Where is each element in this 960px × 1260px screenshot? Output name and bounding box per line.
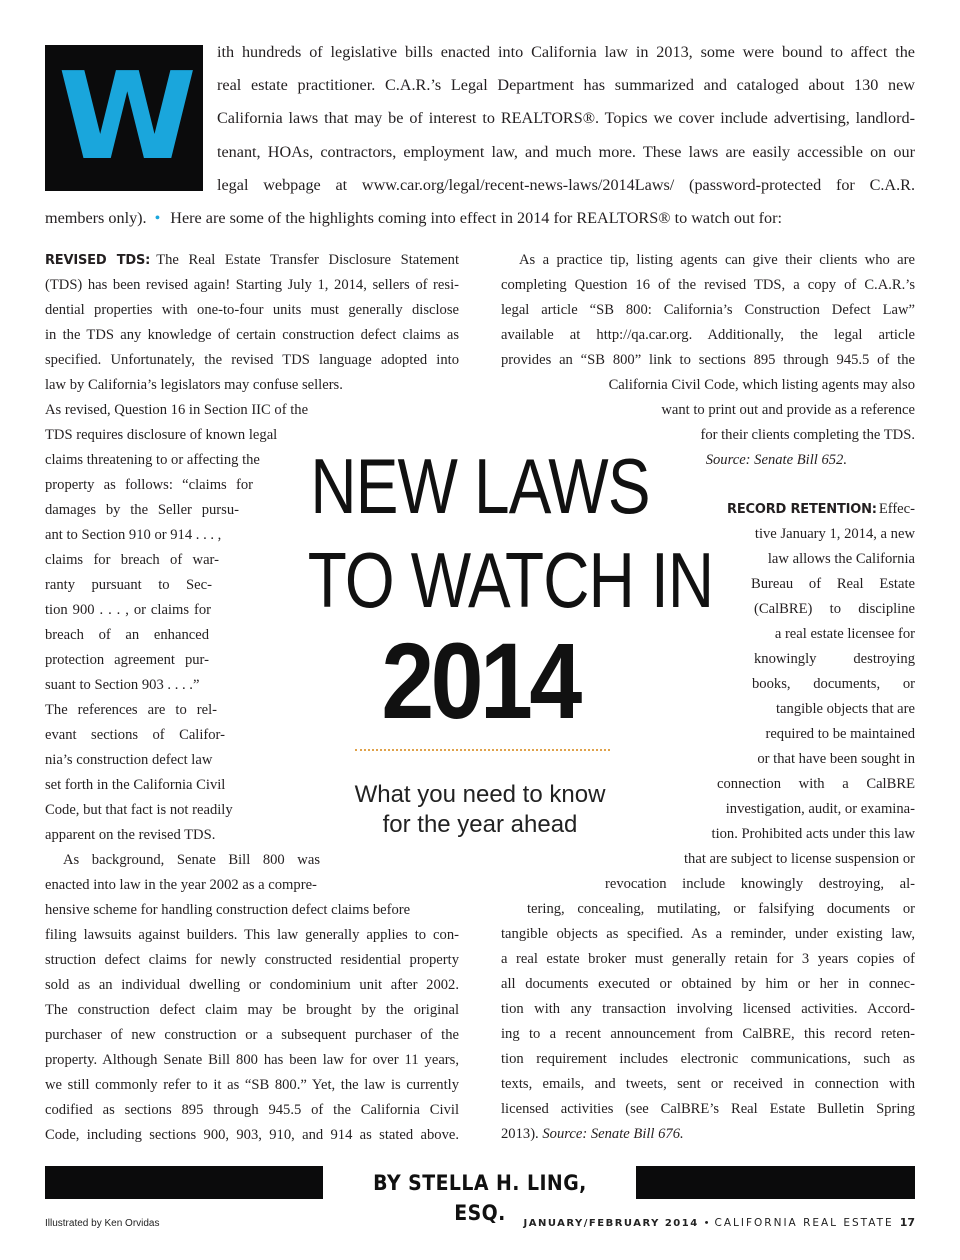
issue-date: JANUARY/FEBRUARY 2014: [523, 1218, 699, 1229]
headline-line-1: NEW LAWS: [310, 442, 650, 530]
text-line: tering, concealing, mutilating, or falsifying documents or: [527, 901, 915, 917]
text-line: As background, Senate Bill 800 was: [63, 852, 320, 868]
byline-bar-right: [636, 1166, 915, 1199]
text-line: ing to a recent announcement from CalBRE, this record reten-: [501, 1026, 915, 1042]
subheadline-line-2: for the year ahead: [382, 811, 578, 838]
text-line: all documents executed or obtained by him or her in connec-: [501, 976, 915, 992]
intro-line: real estate practitioner. C.A.R.’s Legal Department has summarized and cataloged about 130 new: [217, 76, 915, 94]
text-line: breach of an enhanced: [45, 627, 209, 643]
text-line: tangible objects that are: [776, 701, 915, 717]
right-column-top: [501, 248, 915, 473]
text-line: evant sections of Califor-: [45, 727, 225, 743]
intro-last-line-start: members only).: [45, 209, 147, 227]
text-line: Bureau of Real Estate: [751, 576, 915, 592]
text-line: ant to Section 910 or 914 . . . ,: [45, 527, 222, 543]
text-line: tion with any transaction involving licensed activities. Accord-: [501, 1001, 915, 1017]
byline-bar-left: [45, 1166, 323, 1199]
text-line: protection agreement pur-: [45, 652, 209, 668]
text-line: ranty pursuant to Sec-: [45, 577, 212, 593]
intro-line: ith hundreds of legislative bills enacted into California law in 2013, some were bound to affect the: [217, 43, 915, 61]
source-citation: Source: Senate Bill 652.: [705, 452, 847, 468]
text-line: investigation, audit, or examina-: [725, 801, 915, 817]
text-line: filing lawsuits against builders. This law generally applies to con-: [45, 927, 459, 943]
text-line: codified as sections 895 through 945.5 of the California Civil: [45, 1102, 459, 1118]
subheadline-line-1: What you need to know: [354, 781, 606, 808]
illustrator-credit: Illustrated by Ken Orvidas: [45, 1218, 160, 1229]
text-line: tion requirement includes electronic communications, such as: [501, 1051, 915, 1067]
text-line: tangible objects as specified. As a reminder, under existing law,: [501, 926, 915, 942]
text-line: Code, including sections 900, 903, 910, and 914 as stated above.: [45, 1127, 459, 1143]
text-line: enacted into law in the year 2002 as a compre-: [45, 877, 317, 893]
text-line: revocation include knowingly destroying, al-: [605, 876, 915, 892]
text-line: The construction defect claim may be brought by the original: [45, 1002, 459, 1018]
text-line: claims threatening to or affecting the: [45, 452, 260, 468]
text-line: The references are to rel-: [45, 702, 217, 718]
text-line: a real estate broker must generally retain for 3 years copies of: [501, 951, 915, 967]
intro-line: California laws that may be of interest to REALTORS®. Topics we cover include advertising, landlord-: [217, 109, 915, 127]
text-line: struction defect claims for newly constructed residential property: [45, 952, 459, 968]
text-line: property. Although Senate Bill 800 has been law for over 11 years,: [45, 1052, 459, 1068]
text-line: law allows the California: [767, 551, 915, 567]
text-line: suant to Section 903 . . . .”: [45, 677, 200, 693]
text-line: 2013). Source: Senate Bill 676.: [501, 1126, 684, 1142]
text-line: damages by the Seller pursu-: [45, 502, 239, 518]
intro-line: legal webpage at www.car.org/legal/recent-news-laws/2014Laws/ (password-protected for C.A.R.: [217, 176, 915, 194]
text-line: apparent on the revised TDS.: [45, 827, 216, 843]
text-line: knowingly destroying: [754, 651, 915, 667]
byline: BY STELLA H. LING, ESQ.: [373, 1171, 587, 1225]
page-number: 17: [899, 1216, 915, 1229]
footer-dot: •: [704, 1217, 709, 1229]
dotted-divider: [355, 749, 610, 751]
text-line: REVISED TDS: The Real Estate Transfer Disclosure Statement: [45, 252, 459, 268]
text-line: licensed activities (see CalBRE’s Real Estate Bulletin Spring: [501, 1101, 915, 1117]
text-line: we still commonly refer to it as “SB 800.” Yet, the law is currently: [45, 1077, 459, 1093]
text-line: Code, but that fact is not readily: [45, 802, 233, 818]
text-line: tion 900 . . . , or claims for: [45, 602, 211, 618]
text-line: nia’s construction defect law: [45, 752, 213, 768]
section-lead-record-retention: RECORD RETENTION:: [727, 502, 877, 517]
text-line: TDS requires disclosure of known legal: [45, 427, 278, 443]
text-line: available at http://qa.car.org. Additionally, the legal article: [501, 327, 915, 343]
text-line: dential properties with one-to-four units must generally disclose: [45, 302, 459, 318]
text-line: that are subject to license suspension or: [683, 851, 915, 867]
text-line: property as follows: “claims for: [45, 477, 253, 493]
text-line: sold as an individual dwelling or condominium unit after 2002.: [45, 977, 459, 993]
drop-cap-letter: W: [57, 48, 191, 187]
text-line: specified. Unfortunately, the revised TDS language adopted into: [45, 352, 459, 368]
text-line: RECORD RETENTION: Effec-: [727, 501, 915, 517]
text-line: texts, emails, and tweets, sent or received in connection with: [501, 1076, 915, 1092]
intro-last-line: [45, 207, 915, 229]
headline-line-2: TO WATCH IN: [307, 536, 714, 624]
headline-year: 2014: [381, 620, 579, 741]
text-line: provides an “SB 800” link to sections 895 through 945.5 of the: [501, 352, 915, 368]
text-line: connection with a CalBRE: [717, 776, 915, 792]
text-line: or that have been sought in: [757, 751, 915, 767]
text-line: tion. Prohibited acts under this law: [711, 826, 915, 842]
page-footer: [524, 1216, 916, 1229]
drop-cap-box: [45, 45, 203, 191]
text-line: books, documents, or: [752, 676, 915, 692]
text-line: purchaser of new construction or a subsequent purchaser of the: [45, 1027, 459, 1043]
text-line: a real estate licensee for: [774, 626, 915, 642]
bullet-icon: •: [154, 209, 161, 227]
text-line: required to be maintained: [765, 726, 915, 742]
section-lead-revised-tds: REVISED TDS:: [45, 253, 151, 268]
text-line: set forth in the California Civil: [45, 777, 226, 793]
text-line: law by California’s legislators may confuse sellers.: [45, 377, 343, 393]
text-line: (TDS) has been revised again! Starting July 1, 2014, sellers of resi-: [45, 277, 459, 293]
subheadline: [330, 780, 630, 840]
text-line: in the TDS any knowledge of certain construction defect claims as: [45, 327, 459, 343]
text-line: completing Question 16 of the revised TDS, a copy of C.A.R.’s: [501, 277, 915, 293]
text-line: claims for breach of war-: [45, 552, 219, 568]
text-line: legal article “SB 800: California’s Construction Defect Law”: [501, 302, 915, 318]
text-line: (CalBRE) to discipline: [754, 601, 915, 617]
text-line: tive January 1, 2014, a new: [754, 526, 915, 542]
text-line: for their clients completing the TDS.: [700, 427, 915, 443]
intro-line: tenant, HOAs, contractors, employment law, and much more. These laws are easily accessible on our: [217, 143, 915, 161]
text-line: hensive scheme for handling construction defect claims before: [45, 902, 411, 918]
text-line: As a practice tip, listing agents can give their clients who are: [519, 252, 915, 268]
text-line: California Civil Code, which listing agents may also: [608, 377, 915, 393]
magazine-name: CALIFORNIA REAL ESTATE: [714, 1217, 894, 1229]
intro-last-line-end: Here are some of the highlights coming into effect in 2014 for REALTORS® to watch out for:: [170, 209, 783, 227]
text-line: want to print out and provide as a reference: [661, 402, 915, 418]
text-line: As revised, Question 16 in Section IIC of the: [45, 402, 309, 418]
source-citation: Source: Senate Bill 676.: [542, 1126, 684, 1142]
